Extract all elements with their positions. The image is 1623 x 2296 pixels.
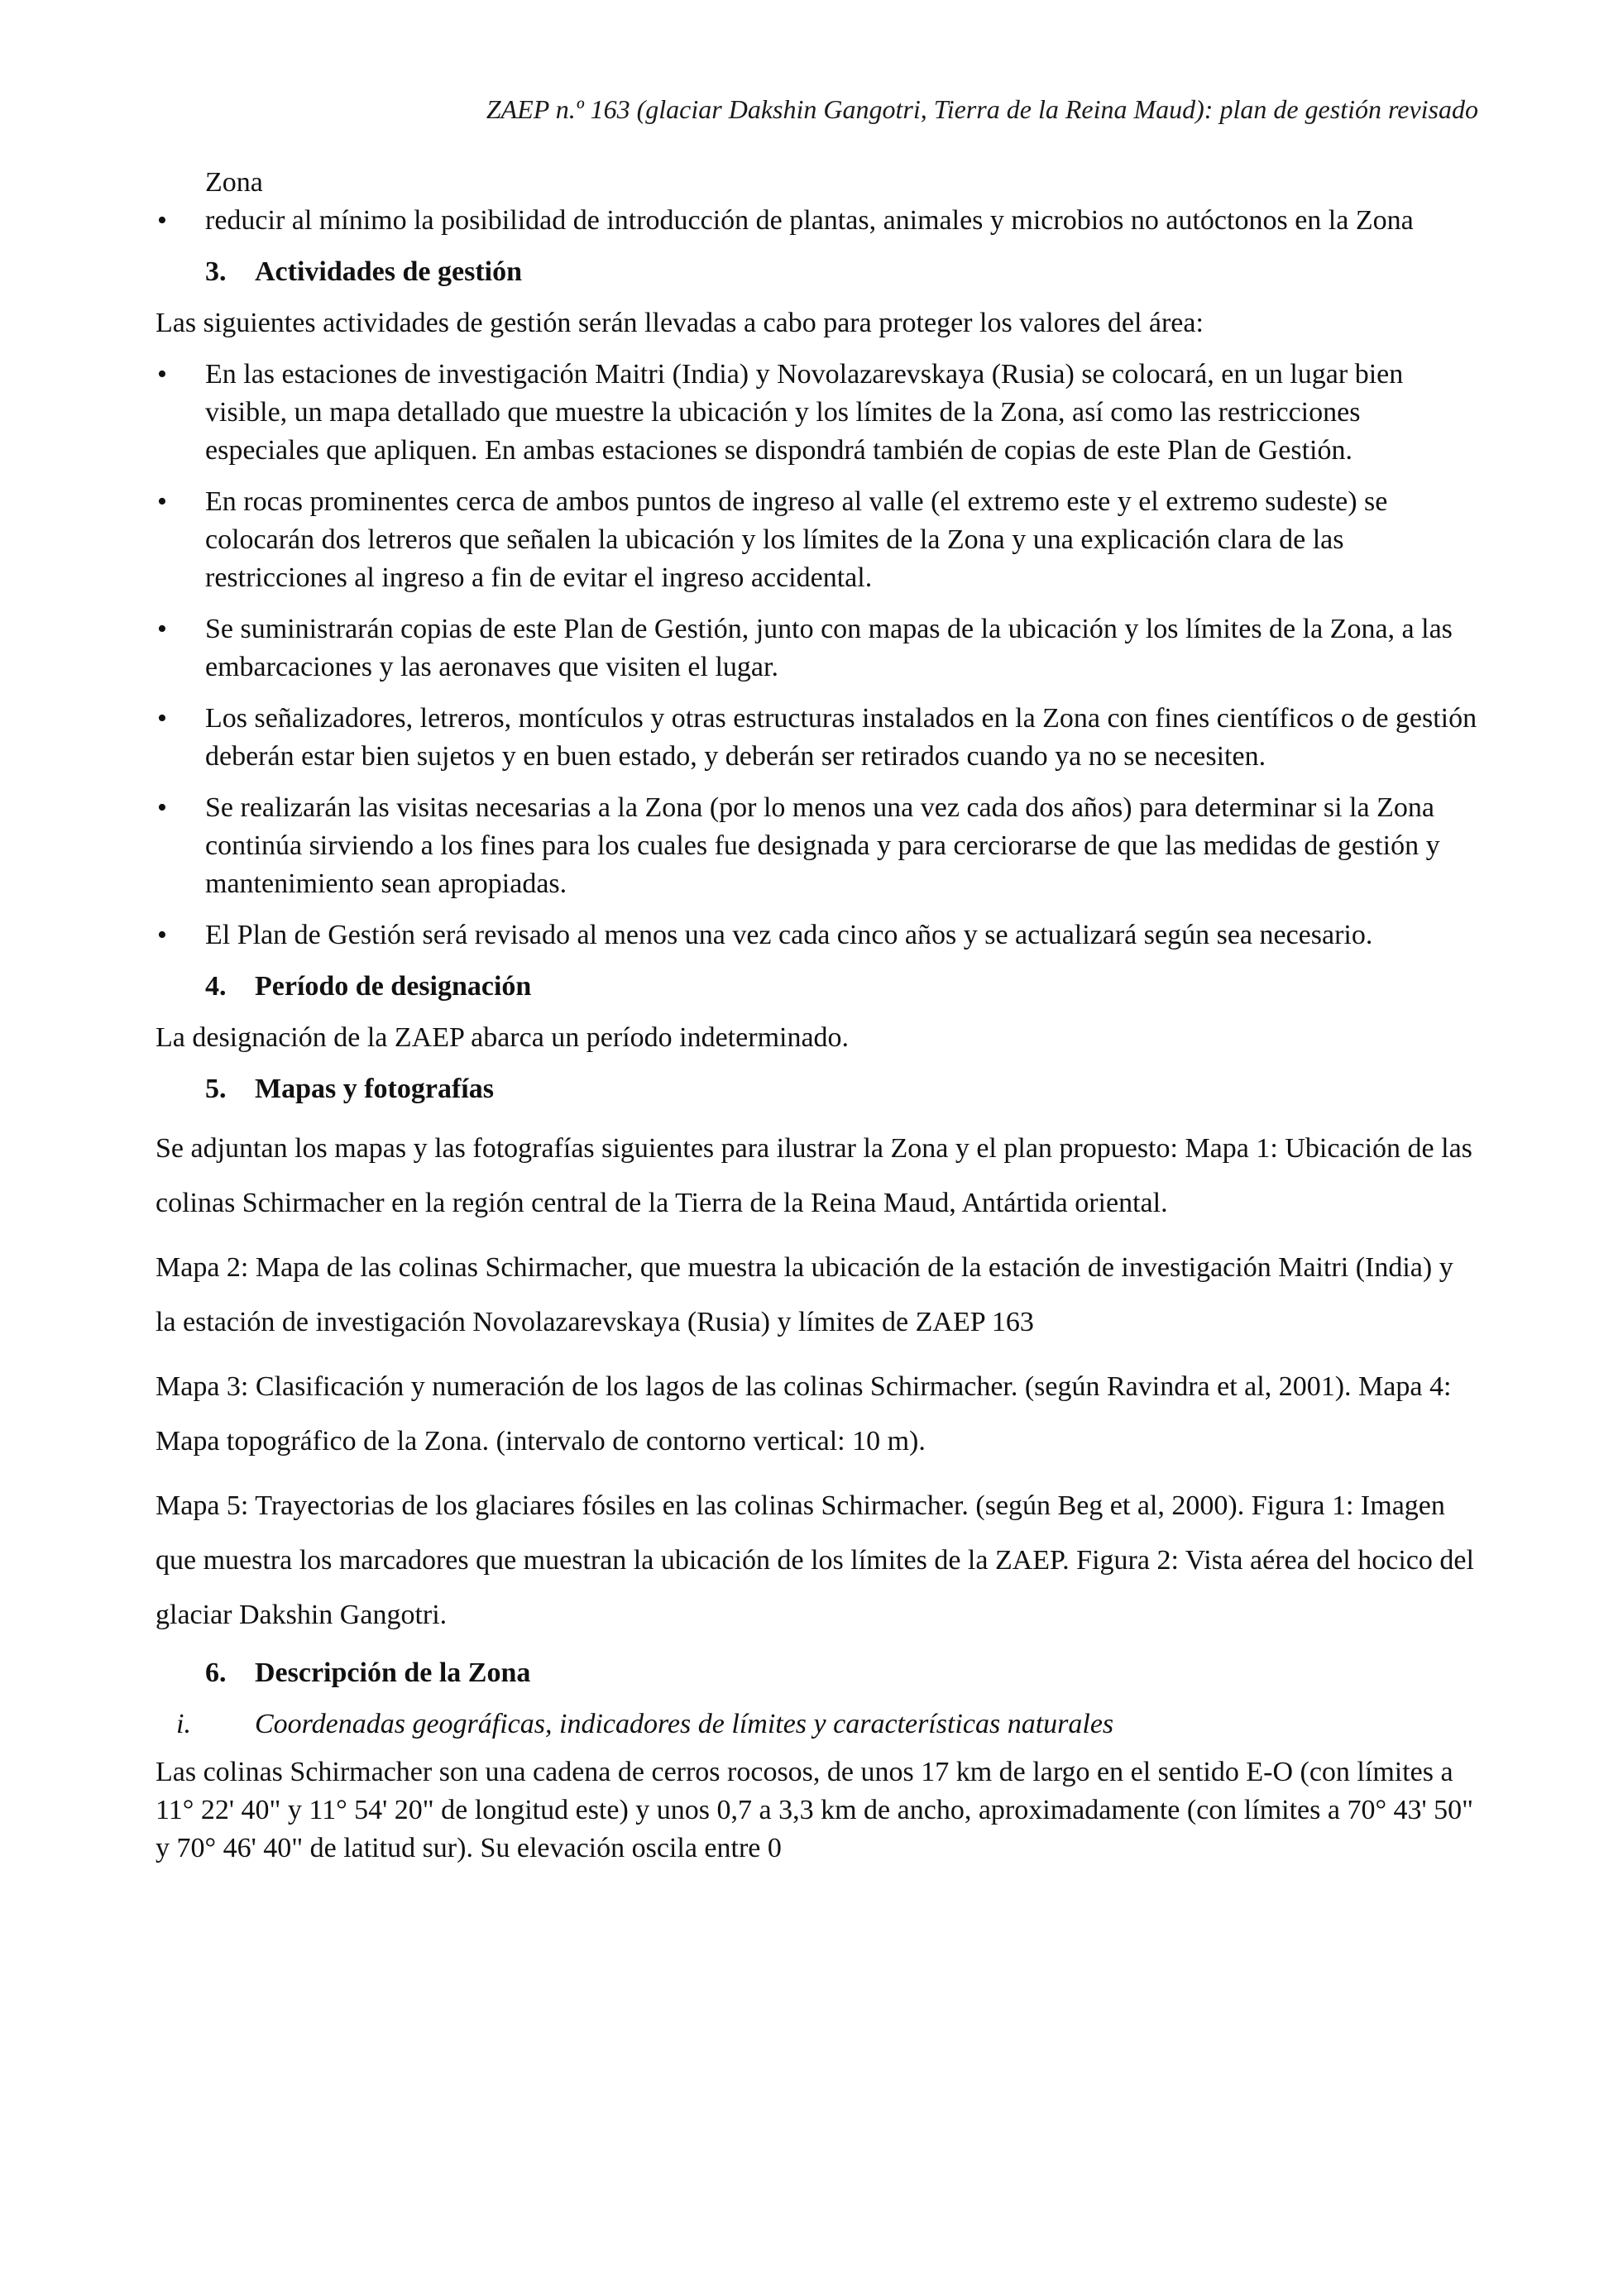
bullet-item: • En las estaciones de investigación Maitri (India) y Novolazarevskaya (Rusia) se colocará, en un lugar bien visible, un mapa detallado que muestre la ubicación y los límites de la Zona, así como las restricciones especiales que apliquen. En ambas estaciones se dispondrá también de copias de este Plan de Gestión. xyxy=(156,356,1478,470)
management-activities-list xyxy=(156,356,1478,954)
continuation-text: Zona xyxy=(205,167,263,198)
section-title: Actividades de gestión xyxy=(255,256,522,287)
section-title: Período de designación xyxy=(255,971,532,1002)
section-number: 5. xyxy=(205,1074,227,1104)
document-body xyxy=(156,164,1478,1868)
section-4-text: La designación de la ZAEP abarca un período indeterminado. xyxy=(156,1022,850,1053)
subsection-number: i. xyxy=(176,1709,191,1739)
bullet-item: • Se realizarán las visitas necesarias a la Zona (por lo menos una vez cada dos años) para determinar si la Zona continúa sirviendo a los fines para los cuales fue designada y para cerciorarse de que las medidas de gestión y mantenimiento sean apropiadas. xyxy=(156,789,1478,903)
section-3-lead: Las siguientes actividades de gestión serán llevadas a cabo para proteger los valores del área: xyxy=(156,308,1204,338)
section-number: 6. xyxy=(205,1657,227,1688)
maps-paragraph: Mapa 3: Clasificación y numeración de los lagos de las colinas Schirmacher. (según Ravindra et al, 2001). Mapa 4: Mapa topográfico de la Zona. (intervalo de contorno vertical: 10 m). xyxy=(156,1371,1452,1457)
maps-paragraph: Mapa 2: Mapa de las colinas Schirmacher, que muestra la ubicación de la estación de investigación Maitri (India) y la estación de investigación Novolazarevskaya (Rusia) y límites de ZAEP 163 xyxy=(156,1252,1453,1337)
section-title: Mapas y fotografías xyxy=(255,1074,494,1104)
intro-bullet-list xyxy=(156,202,1478,240)
bullet-item: • reducir al mínimo la posibilidad de introducción de plantas, animales y microbios no autóctonos en la Zona xyxy=(156,202,1478,240)
maps-paragraph: Mapa 5: Trayectorias de los glaciares fósiles en las colinas Schirmacher. (según Beg et al, 2000). Figura 1: Imagen que muestra los marcadores que muestran la ubicación de los límites de la ZAEP. Figura 2: Vista aérea del hocico del glaciar Dakshin Gangotri. xyxy=(156,1490,1474,1630)
section-6-text: Las colinas Schirmacher son una cadena de cerros rocosos, de unos 17 km de largo en el sentido E-O (con límites a 11° 22' 40" y 11° 54' 20" de longitud este) y unos 0,7 a 3,3 km de ancho, aproximadamente (con límites a 70° 43' 50" y 70° 46' 40" de latitud sur). Su elevación oscila entre 0 xyxy=(156,1757,1474,1863)
section-6-subheading xyxy=(156,1705,1478,1744)
section-number: 4. xyxy=(205,971,227,1002)
section-6-heading xyxy=(156,1654,1478,1692)
bullet-item: • Los señalizadores, letreros, montículos y otras estructuras instalados en la Zona con fines científicos o de gestión deberán estar bien sujetos y en buen estado, y deberán ser retirados cuando ya no se necesiten. xyxy=(156,700,1478,776)
section-3-heading xyxy=(156,253,1478,291)
section-number: 3. xyxy=(205,256,227,287)
section-5-heading xyxy=(156,1070,1478,1108)
bullet-item: • Se suministrarán copias de este Plan de Gestión, junto con mapas de la ubicación y los límites de la Zona, a las embarcaciones y las aeronaves que visiten el lugar. xyxy=(156,610,1478,686)
maps-paragraph: Se adjuntan los mapas y las fotografías siguientes para ilustrar la Zona y el plan propuesto: Mapa 1: Ubicación de las colinas Schirmacher en la región central de la Tierra de la Reina Maud, Antártida oriental. xyxy=(156,1133,1472,1218)
section-title: Descripción de la Zona xyxy=(255,1657,531,1688)
running-header: ZAEP n.º 163 (glaciar Dakshin Gangotri, Tierra de la Reina Maud): plan de gestión revisado xyxy=(486,94,1478,124)
bullet-item: • El Plan de Gestión será revisado al menos una vez cada cinco años y se actualizará según sea necesario. xyxy=(156,916,1478,954)
bullet-item: • En rocas prominentes cerca de ambos puntos de ingreso al valle (el extremo este y el extremo sudeste) se colocarán dos letreros que señalen la ubicación y los límites de la Zona y una explicación clara de las restricciones al ingreso a fin de evitar el ingreso accidental. xyxy=(156,483,1478,597)
section-4-heading xyxy=(156,968,1478,1006)
subsection-title: Coordenadas geográficas, indicadores de límites y características naturales xyxy=(255,1709,1114,1739)
